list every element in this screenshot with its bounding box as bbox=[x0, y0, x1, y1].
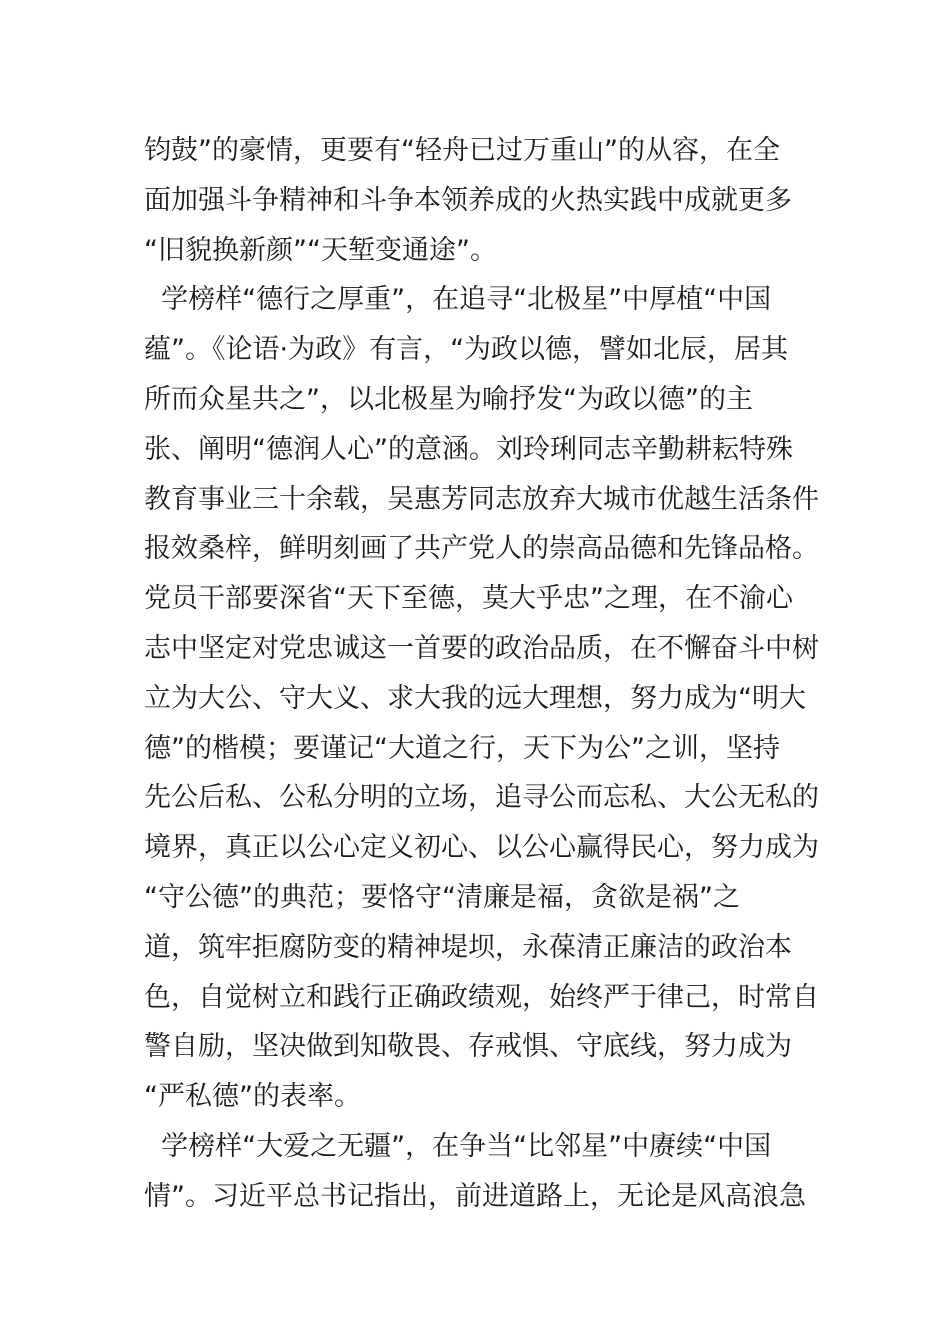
text-line: 蕴”。《论语·为政》有言，“为政以德，譬如北辰，居其 bbox=[144, 334, 789, 366]
text-line: 所而众星共之”，以北极星为喻抒发“为政以德”的主 bbox=[144, 383, 753, 415]
text-line: 张、阐明“德润人心”的意涵。刘玲琍同志辛勤耕耘特殊 bbox=[144, 433, 793, 465]
text-line: 道，筑牢拒腐防变的精神堤坝，永葆清正廉洁的政治本 bbox=[144, 931, 792, 963]
text-line: 学榜样“德行之厚重”，在追寻“北极星”中厚植“中国 bbox=[144, 284, 772, 316]
text-line: 警自励，坚决做到知敬畏、存戒惧、守底线，努力成为 bbox=[144, 1031, 792, 1063]
text-line: 立为大公、守大义、求大我的远大理想，努力成为“明大 bbox=[144, 682, 806, 714]
text-line: “旧貌换新颜”“天堑变通途”。 bbox=[144, 234, 497, 266]
text-line: 面加强斗争精神和斗争本领养成的火热实践中成就更多 bbox=[144, 184, 792, 216]
text-line: 教育事业三十余载，吴惠芳同志放弃大城市优越生活条件 bbox=[144, 483, 819, 515]
text-line: 境界，真正以公心定义初心、以公心赢得民心，努力成为 bbox=[144, 832, 819, 864]
text-line: 报效桑梓，鲜明刻画了共产党人的崇高品德和先锋品格。 bbox=[144, 533, 819, 565]
text-line: “守公德”的典范；要恪守“清廉是福，贪欲是祸”之 bbox=[144, 881, 740, 913]
text-line: 德”的楷模；要谨记“大道之行，天下为公”之训，坚持 bbox=[144, 732, 780, 764]
text-line: 色，自觉树立和践行正确政绩观，始终严于律己，时常自 bbox=[144, 981, 819, 1013]
text-line: 情”。习近平总书记指出，前进道路上，无论是风高浪急 bbox=[144, 1180, 806, 1212]
text-line: 钧鼓”的豪情，更要有“轻舟已过万重山”的从容，在全 bbox=[144, 135, 780, 166]
body-text bbox=[144, 126, 819, 1222]
text-line: 志中坚定对党忠诚这一首要的政治品质，在不懈奋斗中树 bbox=[144, 632, 819, 664]
text-line: “严私德”的表率。 bbox=[144, 1081, 361, 1113]
text-line: 先公后私、公私分明的立场，追寻公而忘私、大公无私的 bbox=[144, 782, 819, 814]
text-line: 学榜样“大爱之无疆”，在争当“比邻星”中赓续“中国 bbox=[144, 1130, 772, 1162]
text-line: 党员干部要深省“天下至德，莫大乎忠”之理，在不渝心 bbox=[144, 583, 793, 615]
